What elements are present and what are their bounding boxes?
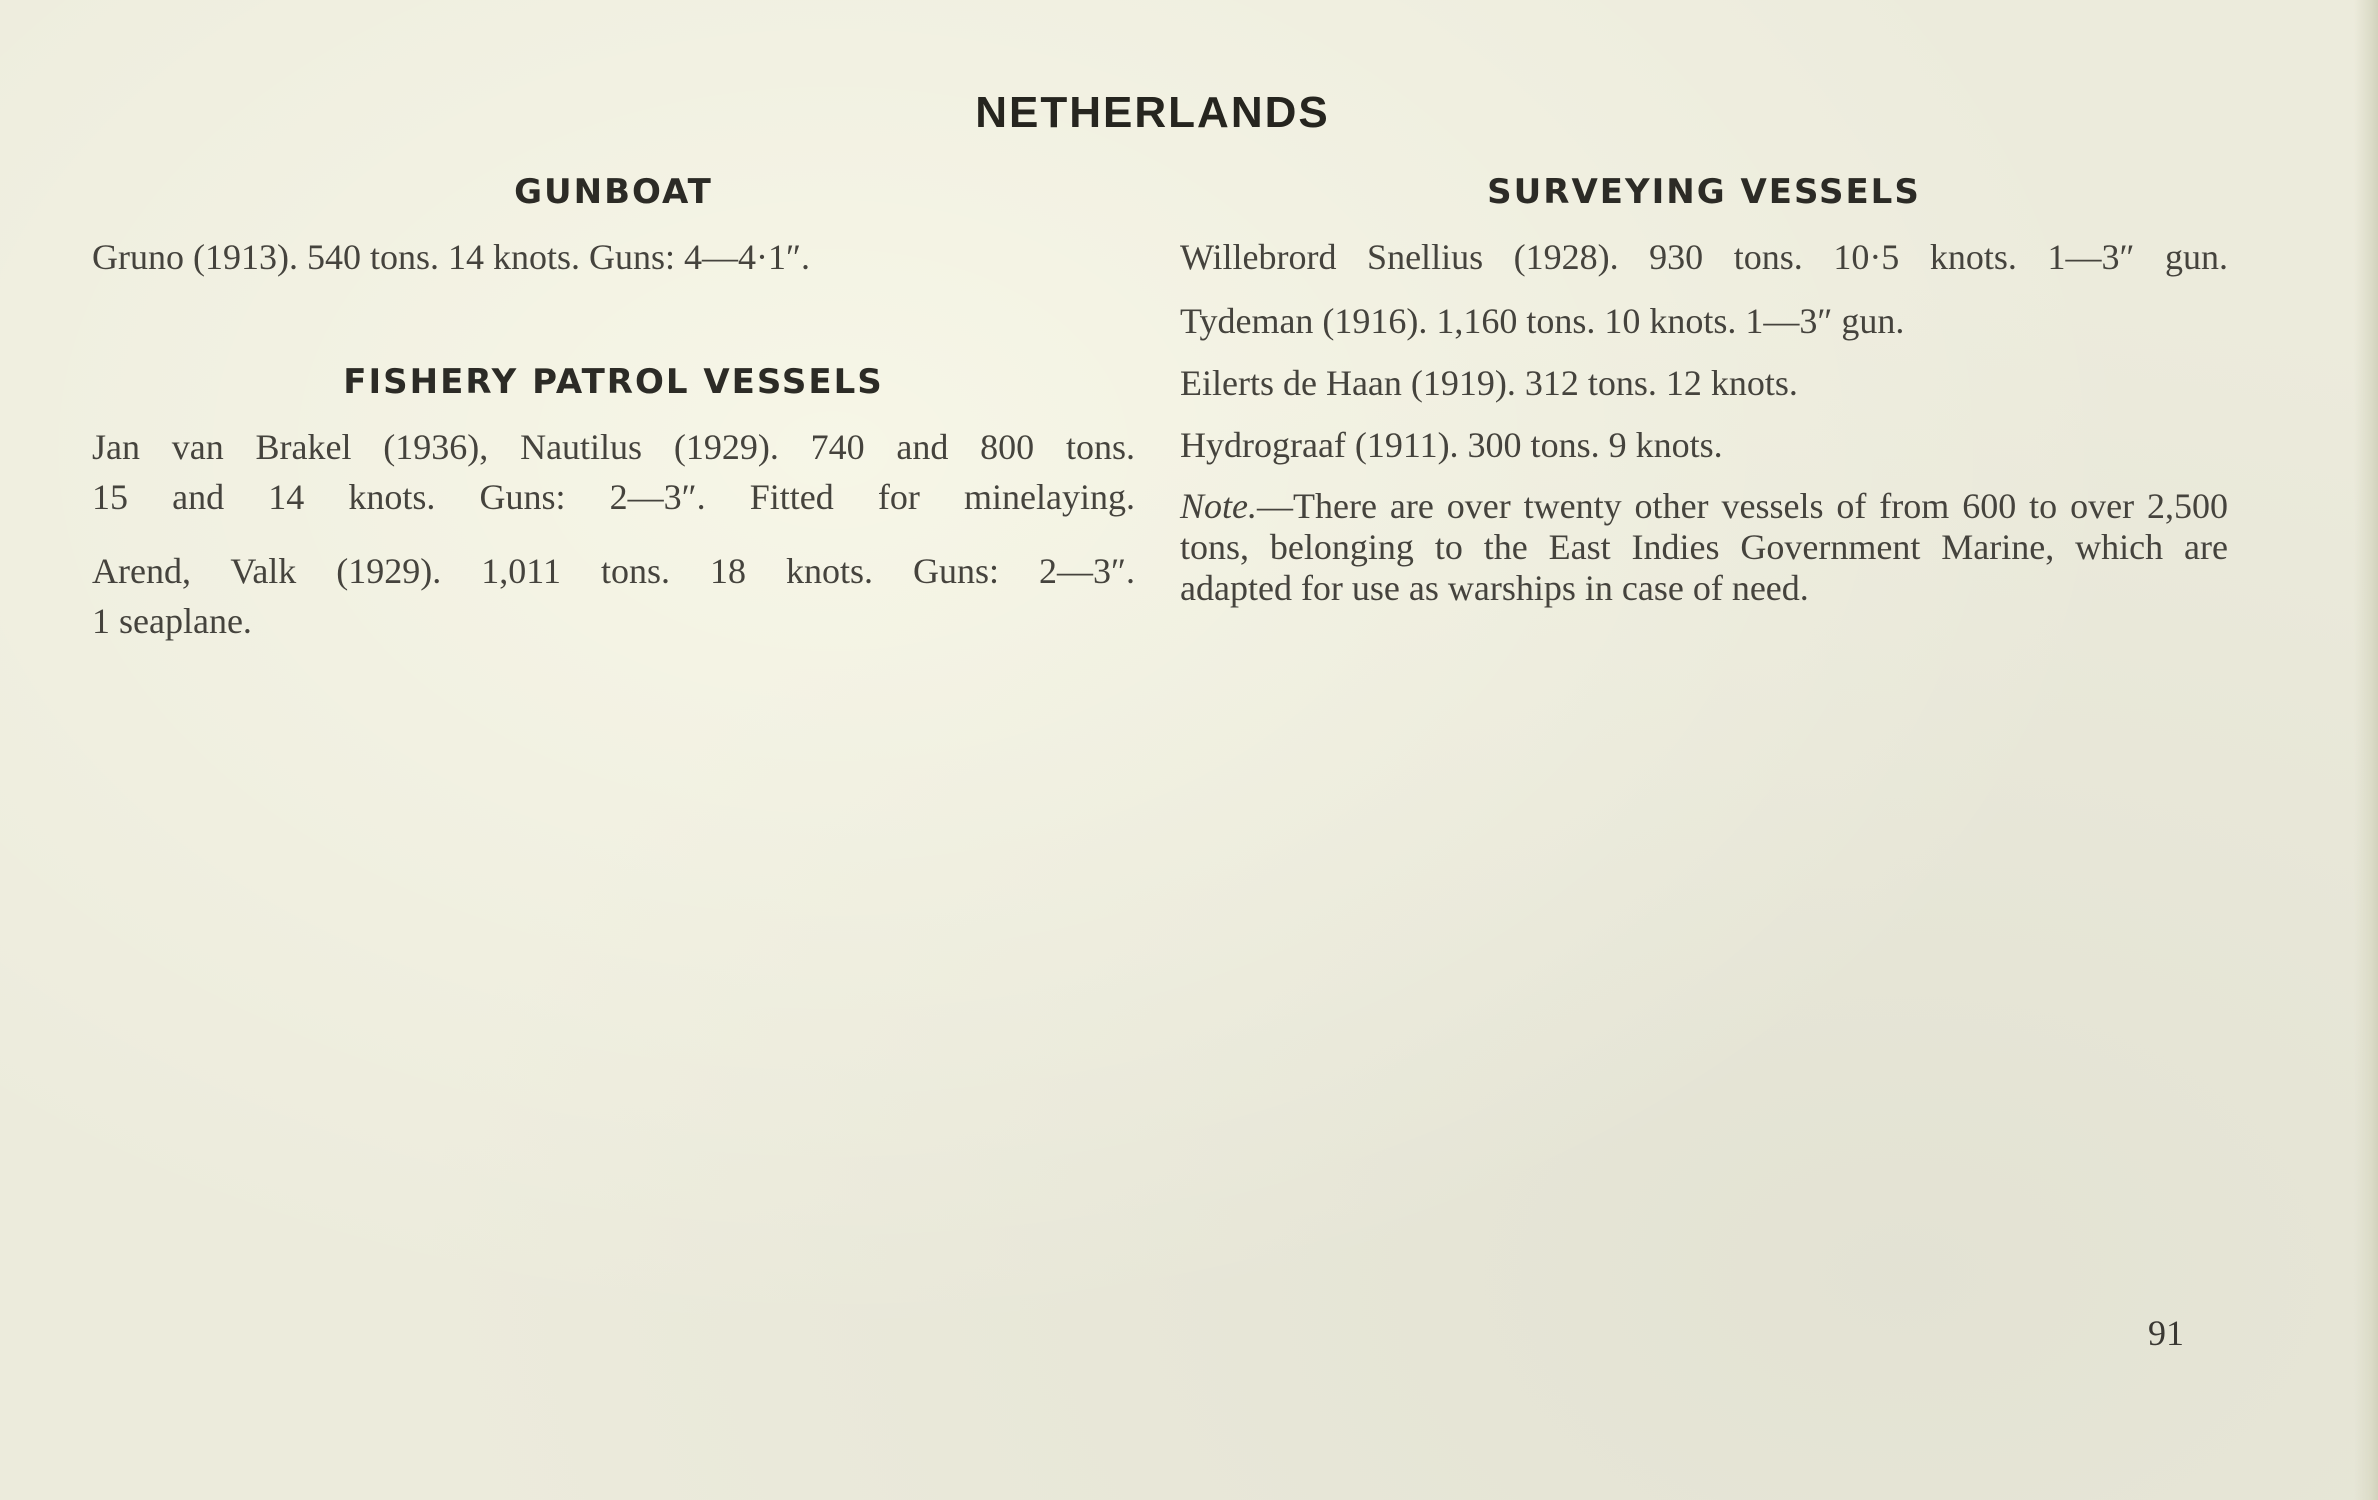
page-number: 91 bbox=[2148, 1313, 2184, 1353]
gunboat-entry-gruno: Gruno (1913). 540 tons. 14 knots. Guns: 4—4·1″. bbox=[92, 237, 810, 277]
surveying-entry-hydrograaf: Hydrograaf (1911). 300 tons. 9 knots. bbox=[1180, 425, 1723, 465]
surveying-heading: SURVEYING VESSELS bbox=[1487, 172, 1921, 212]
page-title: NETHERLANDS bbox=[975, 88, 1330, 137]
fishery-entry-line-2: 15 and 14 knots. Guns: 2—3″. Fitted for minelaying. bbox=[92, 477, 1135, 517]
surveying-entry-tydeman: Tydeman (1916). 1,160 tons. 10 knots. 1—3″ gun. bbox=[1180, 301, 1905, 341]
note-label: Note. bbox=[1180, 486, 1257, 526]
surveying-entry-eilerts: Eilerts de Haan (1919). 312 tons. 12 knots. bbox=[1180, 363, 1798, 403]
page-edge-shadow bbox=[2354, 0, 2378, 1500]
surveying-entry-snellius: Willebrord Snellius (1928). 930 tons. 10·5 knots. 1—3″ gun. bbox=[1180, 237, 2228, 277]
fishery-entry-line-1: Jan van Brakel (1936), Nautilus (1929). 740 and 800 tons. bbox=[92, 427, 1135, 467]
surveying-note bbox=[1180, 486, 2228, 609]
fishery-entry-line-4: 1 seaplane. bbox=[92, 601, 252, 641]
gunboat-heading: GUNBOAT bbox=[514, 172, 713, 212]
fishery-entry-line-3: Arend, Valk (1929). 1,011 tons. 18 knots. Guns: 2—3″. bbox=[92, 551, 1135, 591]
fishery-heading: FISHERY PATROL VESSELS bbox=[343, 362, 884, 402]
note-text: —There are over twenty other vessels of from 600 to over 2,500 tons, belonging to the East Indies Government Marine, which are adapted for use as warships in case of need. bbox=[1180, 486, 2228, 608]
